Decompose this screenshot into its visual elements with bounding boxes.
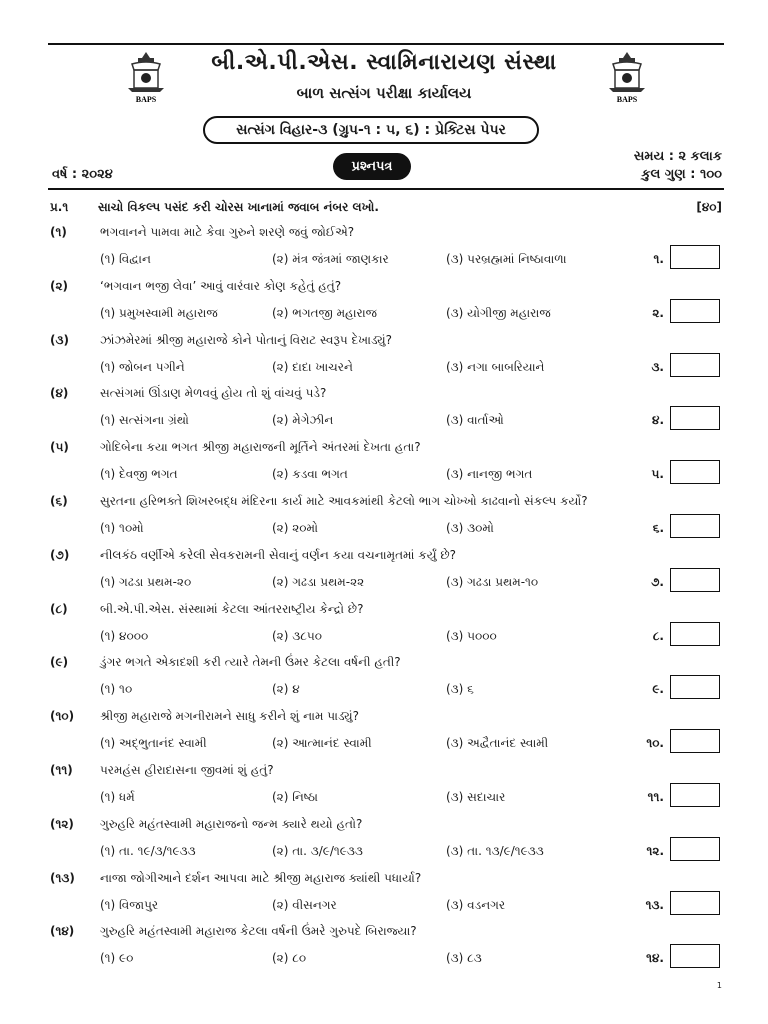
question-item (48, 814, 724, 868)
org-title: બી.એ.પી.એસ. સ્વામિનારાયણ સંસ્થા (211, 50, 557, 75)
answer-number: ૧. (653, 252, 664, 266)
option-3: (૩) સદાચાર (446, 790, 506, 804)
question-text: પરમહંસ હીરાદાસના જીવમાં શું હતું? (100, 763, 274, 777)
section-instruction: સાચો વિકલ્પ પસંદ કરી ચોરસ ખાનામાં જવાબ નંબર લખો. (98, 200, 379, 214)
option-1: (૧) પ્રમુખસ્વામી મહારાજ (100, 305, 218, 320)
question-text: ઝાંઝમેરમાં શ્રીજી મહારાજે કોને પોતાનું વિરાટ સ્વરૂપ દેખાડ્યું? (100, 332, 392, 347)
answer-box[interactable] (670, 514, 720, 538)
option-2: (૨) ભગતજી મહારાજ (272, 305, 378, 320)
question-text: સત્સંગમાં ઊંડાણ મેળવવું હોય તો શું વાંચવું પડે? (100, 386, 327, 401)
question-item (48, 921, 724, 975)
total-marks: કુલ ગુણ : ૧૦૦ (641, 167, 722, 182)
option-2: (૨) આત્માનંદ સ્વામી (272, 736, 372, 751)
answer-number: ૧૪. (646, 951, 664, 966)
option-3: (૩) ૩૦મો (446, 521, 494, 535)
exam-time: સમય : ૨ કલાક (633, 149, 722, 164)
answer-number: ૬. (652, 521, 664, 535)
option-1: (૧) ધર્મ (100, 790, 135, 804)
question-item (48, 222, 724, 276)
option-2: (૨) ૩૮૫૦ (272, 628, 322, 643)
answer-box[interactable] (670, 245, 720, 269)
section-number: પ્ર.૧ (50, 200, 69, 214)
section-marks: [૪૦] (696, 200, 722, 214)
answer-number: ૨. (652, 305, 664, 320)
answer-box[interactable] (670, 622, 720, 646)
question-item (48, 383, 724, 437)
top-rule (48, 43, 724, 45)
option-2: (૨) વીસનગર (272, 897, 337, 912)
answer-number: ૯. (652, 682, 664, 697)
answer-box[interactable] (670, 675, 720, 699)
question-number: (૨) (50, 278, 69, 293)
question-item (48, 491, 724, 545)
question-text: ‘ભગવાન ભજી લેવા’ આવું વારંવાર કોણ કહેતું હતું? (100, 278, 342, 293)
option-3: (૩) ૬ (446, 682, 474, 697)
option-2: (૨) ૮૦ (272, 951, 307, 966)
question-text: બી.એ.પી.એસ. સંસ્થામાં કેટલા આંતરરાષ્ટ્રીય કેન્દ્રો છે? (100, 601, 364, 616)
option-1: (૧) ૯૦ (100, 951, 134, 966)
exam-year: વર્ષ : ૨૦૨૪ (52, 167, 113, 182)
answer-number: ૧૧. (647, 790, 664, 804)
option-2: (૨) તા. ૩/૯/૧૯૩૩ (272, 843, 363, 858)
question-item (48, 652, 724, 706)
option-3: (૩) ૮૩ (446, 951, 482, 966)
question-number: (૬) (50, 494, 68, 508)
answer-number: ૫. (651, 467, 664, 482)
answer-box[interactable] (670, 837, 720, 861)
option-3: (૩) યોગીજી મહારાજ (446, 305, 551, 320)
question-item (48, 276, 724, 330)
option-3: (૩) અદ્વૈતાનંદ સ્વામી (446, 736, 549, 751)
option-1: (૧) વિજાપુર (100, 897, 159, 912)
question-item (48, 868, 724, 922)
option-1: (૧) ૧૦મો (100, 521, 144, 535)
option-3: (૩) ૫૦૦૦ (446, 628, 497, 643)
option-2: (૨) દાદા ખાચરને (272, 359, 353, 374)
question-number: (૧૨) (50, 816, 74, 831)
option-1: (૧) જોબન પગીને (100, 359, 185, 374)
option-1: (૧) ૪૦૦૦ (100, 628, 149, 643)
option-2: (૨) મંત્ર જંત્રમાં જાણકાર (272, 252, 389, 266)
answer-box[interactable] (670, 460, 720, 484)
option-3: (૩) તા. ૧૩/૯/૧૯૩૩ (446, 843, 544, 858)
question-text: નીલકંઠ વર્ણીએ કરેલી સેવકરામની સેવાનું વર્ણન કયા વચનામૃતમાં કર્યું છે? (100, 547, 457, 562)
option-3: (૩) નગા બાબરિયાને (446, 359, 545, 374)
header-rule (48, 188, 724, 190)
svg-text:BAPS: BAPS (135, 95, 157, 104)
question-paper-badge: પ્રશ્નપત્ર (333, 153, 411, 180)
question-text: ગુરુહરિ મહંતસ્વામી મહારાજનો જન્મ ક્યારે થયો હતો? (100, 816, 363, 831)
option-2: (૨) મેગેઝીન (272, 413, 334, 428)
question-number: (૩) (50, 332, 69, 347)
question-number: (૧૦) (50, 709, 75, 724)
svg-text:BAPS: BAPS (616, 95, 638, 104)
question-number: (૭) (50, 547, 70, 562)
question-text: નાજા જોગીઆને દર્શન આપવા માટે શ્રીજી મહારાજ ક્યાંથી પધાર્યા? (100, 870, 422, 885)
paper-title: સત્સંગ વિહાર-૩ (ગ્રુપ-૧ : ૫, ૬) : પ્રેક્ટિસ પેપર (203, 116, 539, 144)
question-item (48, 706, 724, 760)
question-number: (૪) (50, 386, 69, 401)
question-text: ભગવાનને પામવા માટે કેવા ગુરુને શરણે જવું જોઈએ? (100, 225, 355, 239)
option-3: (૩) પરબ્રહ્મમાં નિષ્ઠાવાળા (446, 252, 567, 266)
option-2: (૨) કડવા ભગત (272, 467, 348, 482)
question-item (48, 760, 724, 814)
answer-number: ૩. (651, 359, 664, 374)
option-3: (૩) વાર્તાઓ (446, 413, 504, 428)
option-2: (૨) ૨૦મો (272, 521, 318, 535)
question-number: (૫) (50, 440, 69, 455)
section-header (48, 196, 724, 218)
option-1: (૧) તા. ૧૯/૩/૧૯૩૩ (100, 843, 196, 858)
question-item (48, 330, 724, 384)
question-item (48, 437, 724, 491)
question-text: સુરતના હરિભક્તે શિખરબદ્ધ મંદિરના કાર્ય માટે આવકમાંથી કેટલો ભાગ ચોખ્ખો કાઢવાનો સંકલ્પ કર્યો? (100, 494, 588, 508)
option-3: (૩) ગઢડા પ્રથમ-૧૦ (446, 574, 539, 589)
answer-box[interactable] (670, 299, 720, 323)
option-3: (૩) વડનગર (446, 897, 506, 912)
question-number: (૧૧) (50, 763, 73, 777)
question-item (48, 599, 724, 653)
question-text: શ્રીજી મહારાજે મગનીરામને સાધુ કરીને શું નામ પાડ્યું? (100, 709, 359, 724)
answer-number: ૧૩. (645, 897, 664, 912)
answer-box[interactable] (670, 729, 720, 753)
answer-box[interactable] (670, 891, 720, 915)
question-number: (૮) (50, 601, 68, 616)
answer-box[interactable] (670, 783, 720, 807)
option-2: (૨) ૪ (272, 682, 300, 697)
answer-box[interactable] (670, 568, 720, 592)
answer-box[interactable] (670, 353, 720, 377)
answer-number: ૭. (651, 574, 664, 589)
question-number: (૧) (50, 225, 67, 239)
option-1: (૧) વિદ્વાન (100, 252, 151, 266)
answer-number: ૮. (652, 628, 664, 643)
question-number: (૧૪) (50, 924, 75, 939)
page-number: 1 (716, 981, 722, 990)
option-1: (૧) દેવજી ભગત (100, 467, 178, 482)
option-2: (૨) ગઢડા પ્રથમ-૨૨ (272, 574, 365, 589)
question-number: (૯) (50, 655, 69, 670)
option-3: (૩) નાનજી ભગત (446, 467, 533, 482)
question-text: ડુંગર ભગતે એકાદશી કરી ત્યારે તેમની ઉંમર કેટલા વર્ષની હતી? (100, 655, 401, 670)
answer-box[interactable] (670, 406, 720, 430)
question-item (48, 545, 724, 599)
question-text: ગોદિબેના કયા ભગત શ્રીજી મહારાજની મૂર્તિને અંતરમાં દેખતા હતા? (100, 440, 421, 455)
option-2: (૨) નિષ્ઠા (272, 790, 318, 804)
answer-number: ૧૦. (646, 736, 664, 751)
option-1: (૧) ગઢડા પ્રથમ-૨૦ (100, 574, 192, 589)
question-text: ગુરુહરિ મહંતસ્વામી મહારાજ કેટલા વર્ષની ઉંમરે ગુરુપદે બિરાજ્યા? (100, 924, 417, 939)
answer-box[interactable] (670, 944, 720, 968)
option-1: (૧) અદ્ભુતાનંદ સ્વામી (100, 736, 207, 751)
answer-number: ૧૨. (646, 843, 664, 858)
option-1: (૧) સત્સંગના ગ્રંથો (100, 413, 189, 428)
office-subtitle: બાળ સત્સંગ પરીક્ષા કાર્યાલય (296, 84, 472, 102)
question-number: (૧૩) (50, 870, 75, 885)
answer-number: ૪. (652, 413, 664, 428)
option-1: (૧) ૧૦ (100, 682, 133, 697)
